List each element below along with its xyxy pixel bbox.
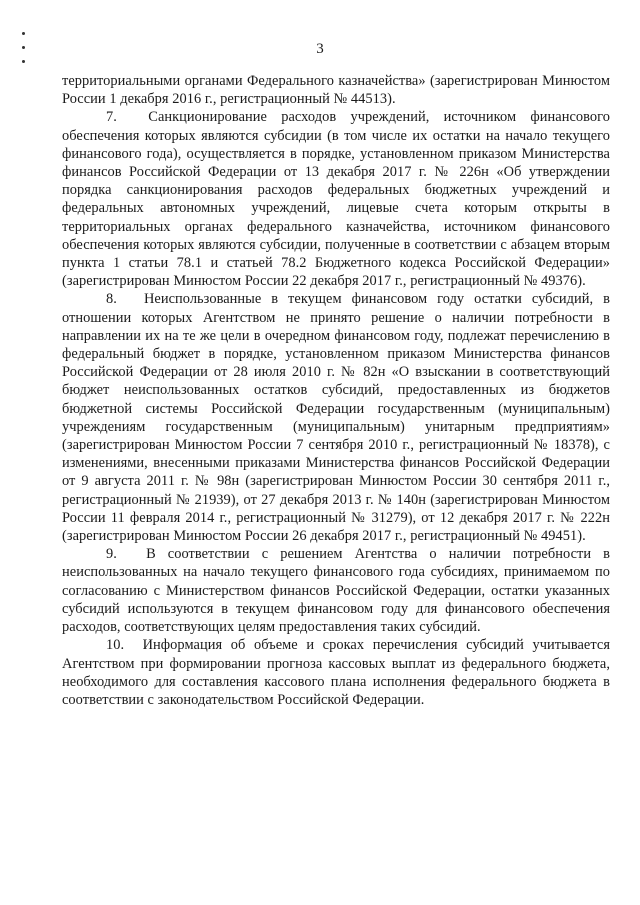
paragraph-text: территориальными органами Федерального казначейства» (зарегистрирован Минюстом России 1 декабря 2016 г., регистрационный № 44513). (62, 73, 610, 108)
paragraph-9 (62, 545, 610, 636)
margin-dot (22, 60, 25, 63)
paragraph-text: В соответствии с решением Агентства о наличии потребности в неиспользованных на начало текущего финансового года субсидиях, принимаемом по согласованию с Министерством финансов Российской Федерации, остатки указанных субсидий используются в текущем финансовом году для финансового обеспечения расходов, соответствующих целям предоставления таких субсидий. (62, 546, 610, 636)
paragraph-number: 9. (106, 546, 117, 563)
page-number: 3 (316, 41, 324, 57)
paragraph-continuation (62, 72, 610, 108)
paragraph-10 (62, 636, 610, 709)
paragraph-8 (62, 290, 610, 545)
paragraph-number: 8. (106, 291, 117, 308)
paragraph-text: Неиспользованные в текущем финансовом году остатки субсидий, в отношении которых Агентством не принято решение о наличии потребности в направлении их на те же цели в очередном финансовом году, подлежат перечислению в федеральный бюджет в порядке, установленном приказом Министерства финансов Российской Федерации от 28 июля 2010 г. № 82н «О взыскании в соответствующий бюджет неиспользованных остатков субсидий, предоставленных из бюджетов бюджетной системы Российской Федерации государственным (муниципальным) учреждениям государственным (муниципальным) унитарным предприятиям» (зарегистрирован Минюстом России 7 сентября 2010 г., регистрационный № 18378), с изменениями, внесенными приказами Министерства финансов Российской Федерации от 9 августа 2011 г. № 98н (зарегистрирован Минюстом России 30 сентября 2011 г., регистрационный № 21939), от 27 декабря 2013 г. № 140н (зарегистрирован Минюстом России 11 февраля 2014 г., регистрационный № 31279), от 12 декабря 2017 г. № 222н (зарегистрирован Минюстом России 26 декабря 2017 г., регистрационный № 49451). (62, 291, 610, 545)
margin-dot (22, 32, 25, 35)
paragraph-text: Санкционирование расходов учреждений, источником финансового обеспечения которых являются субсидии (в том числе их остатки на начало текущего финансового года), осуществляется в порядке, установленном приказом Министерства финансов Российской Федерации от 13 декабря 2017 г. № 226н «Об утверждении порядка санкционирования расходов федеральных бюджетных учреждений и федеральных автономных учреждений, лицевые счета которым открыты в территориальных органах федерального казначейства, источником финансового обеспечения которых являются субсидии, полученные в соответствии с абзацем вторым пункта 1 статьи 78.1 и статьей 78.2 Бюджетного кодекса Российской Федерации» (зарегистрирован Минюстом России 22 декабря 2017 г., регистрационный № 49376). (62, 109, 610, 290)
paragraph-number: 10. (106, 637, 125, 654)
paragraph-text: Информация об объеме и сроках перечисления субсидий учитывается Агентством при формировании прогноза кассовых выплат из федерального бюджета, необходимого для составления кассового плана исполнения федерального бюджета в соответствии с законодательством Российской Федерации. (62, 637, 610, 708)
paragraph-number: 7. (106, 109, 117, 126)
document-body (62, 72, 610, 709)
paragraph-7 (62, 108, 610, 290)
